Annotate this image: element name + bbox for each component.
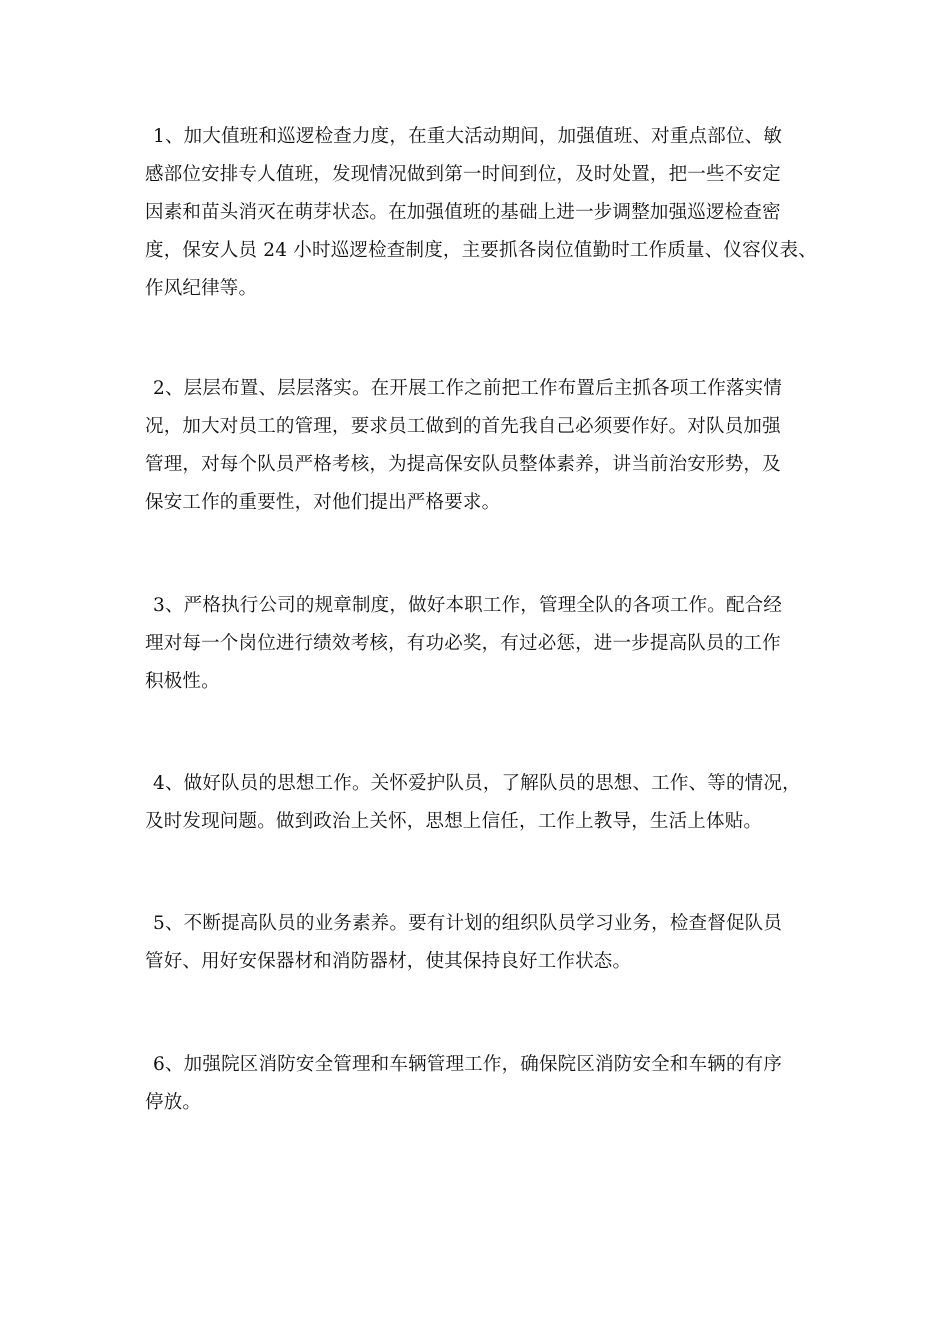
paragraph-line: 停放。 — [145, 1092, 202, 1113]
paragraph-line: 理对每一个岗位进行绩效考核，有功必奖，有过必惩，进一步提高队员的工作 — [145, 633, 781, 654]
paragraph-line: 保安工作的重要性，对他们提出严格要求。 — [145, 492, 501, 513]
paragraph-line: 度，保安人员 24 小时巡逻检查制度，主要抓各岗位值勤时工作质量、仪容仪表、 — [145, 240, 817, 261]
paragraph-line: 及时发现问题。做到政治上关怀，思想上信任，工作上教导，生活上体贴。 — [145, 811, 763, 832]
paragraph-line: 4、做好队员的思想工作。关怀爱护队员，了解队员的思想、工作、等的情况， — [153, 773, 801, 794]
paragraph-line: 2、层层布置、层层落实。在开展工作之前把工作布置后主抓各项工作落实情 — [153, 378, 783, 399]
paragraph-line: 感部位安排专人值班，发现情况做到第一时间到位，及时处置，把一些不安定 — [145, 164, 781, 185]
paragraph-line: 6、加强院区消防安全管理和车辆管理工作，确保院区消防安全和车辆的有序 — [153, 1054, 783, 1075]
paragraph-line: 况，加大对员工的管理，要求员工做到的首先我自己必须要作好。对队员加强 — [145, 416, 781, 437]
paragraph-1 — [145, 118, 817, 308]
paragraph-line: 5、不断提高队员的业务素养。要有计划的组织队员学习业务，检查督促队员 — [153, 913, 783, 934]
paragraph-3 — [145, 587, 810, 701]
paragraph-line: 管好、用好安保器材和消防器材，使其保持良好工作状态。 — [145, 951, 632, 972]
paragraph-6 — [145, 1046, 810, 1122]
paragraph-line: 作风纪律等。 — [145, 278, 258, 299]
paragraph-line: 3、严格执行公司的规章制度，做好本职工作，管理全队的各项工作。配合经 — [153, 595, 783, 616]
paragraph-line: 因素和苗头消灭在萌芽状态。在加强值班的基础上进一步调整加强巡逻检查密 — [145, 202, 781, 223]
paragraph-4 — [145, 765, 810, 841]
paragraph-line: 管理，对每个队员严格考核，为提高保安队员整体素养，讲当前治安形势，及 — [145, 454, 781, 475]
paragraph-5 — [145, 905, 810, 981]
paragraph-line: 1、加大值班和巡逻检查力度，在重大活动期间，加强值班、对重点部位、敏 — [153, 126, 783, 147]
paragraph-2 — [145, 370, 810, 522]
paragraph-line: 积极性。 — [145, 671, 220, 692]
